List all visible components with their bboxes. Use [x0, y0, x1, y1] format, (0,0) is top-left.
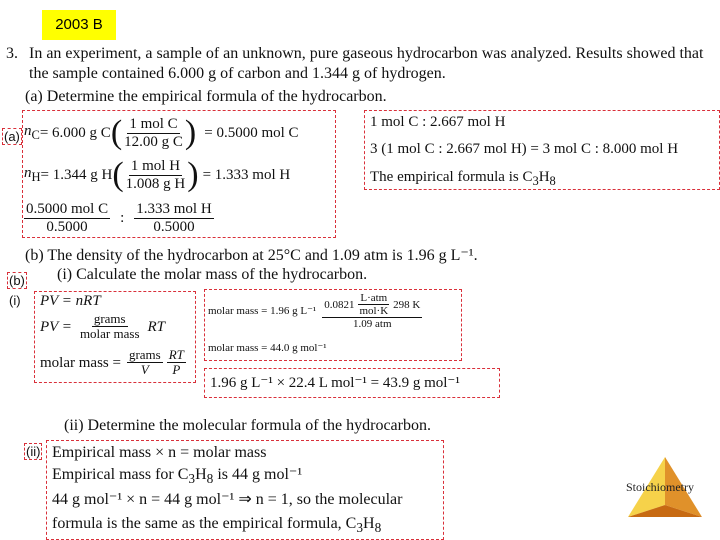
nc-symbol: n	[24, 123, 32, 139]
empirical-formula-line: The empirical formula is $C_3H_8$	[370, 169, 556, 188]
ratio-den-2: 0.5000	[153, 218, 195, 235]
ratio-den-1: 0.5000	[46, 218, 88, 235]
part-b-ii-prompt: (ii) Determine the molecular formula of the hydrocarbon.	[64, 417, 431, 434]
ratio-line-2: 3 (1 mol C : 2.667 mol H) = 3 mol C : 8.000 mol H	[370, 141, 679, 157]
molar-mass-calc: molar mass = 1.96 g L⁻¹ 0.0821 $\frac{\text{L·atm}}{\text{mol·K}}$ 298 K 1.09 atm	[208, 292, 421, 331]
nc-result: = 0.5000 mol C	[204, 125, 299, 141]
b-ii-line-1: Empirical mass × n = molar mass	[52, 444, 267, 461]
nh-symbol: n	[24, 165, 32, 181]
nh-frac-den: 1.008 g H	[125, 175, 186, 192]
stoichiometry-label: Stoichiometry	[626, 480, 694, 494]
molar-mass-formula: molar mass = $\frac{\text{grams}}{V}$ $\frac{RT}{P}$	[40, 347, 184, 378]
nh-mass: = 1.344 g H	[40, 167, 113, 183]
ideal-gas-substitution: PV = $\frac{\text{grams}}{\text{molar mass}}$ RT	[40, 311, 166, 342]
question-number: 3.	[6, 45, 18, 62]
question-line-1: In an experiment, a sample of an unknown, pure gaseous hydrocarbon was analyzed. Results showed that	[29, 45, 704, 62]
ratio-num-2: 1.333 mol H	[136, 201, 212, 217]
part-b-prompt: (b) The density of the hydrocarbon at 25°C and 1.09 atm is 1.96 g L⁻¹.	[25, 247, 478, 264]
year-badge: 2003 B	[42, 10, 116, 40]
answer-a-label: (a)	[4, 129, 20, 144]
question-line-2: the sample contained 6.000 g of carbon and 1.344 g of hydrogen.	[29, 65, 446, 82]
nc-frac-num: 1 mol C	[129, 116, 178, 132]
answer-b-i-label: (i)	[9, 293, 21, 308]
nc-frac-den: 12.00 g C	[124, 133, 183, 150]
carbon-moles-equation: $n_C$ = 6.000 g C ( $\frac{\text{1 mol C}}{\text{12.00 g C}}$ ) = 0.5000 mol C	[24, 114, 299, 151]
part-a-prompt: (a) Determine the empirical formula of the hydrocarbon.	[25, 88, 387, 105]
answer-b-ii-label: (ii)	[26, 444, 41, 459]
hydrogen-moles-equation: $n_H$ = 1.344 g H ( $\frac{\text{1 mol H}}{\text{1.008 g H}}$ ) = 1.333 mol H	[24, 156, 291, 193]
molar-volume-calc: 1.96 g L⁻¹ × 22.4 L mol⁻¹ = 43.9 g mol⁻¹	[210, 375, 460, 391]
ideal-gas-law: PV = nRT	[40, 293, 101, 309]
nh-subscript: H	[31, 170, 41, 184]
nc-subscript: C	[31, 128, 40, 142]
ratio-colon: :	[120, 210, 125, 226]
ratio-line-1: 1 mol C : 2.667 mol H	[370, 114, 506, 130]
b-ii-line-2: Empirical mass for $C_3H_8$ is 44 g mol⁻¹	[52, 466, 303, 487]
nh-frac-num: 1 mol H	[130, 158, 181, 174]
b-ii-line-4: formula is the same as the empirical formula, $C_3H_8$	[52, 515, 382, 536]
nc-mass: = 6.000 g C	[39, 125, 111, 141]
b-ii-line-3: 44 g mol⁻¹ × n = 44 g mol⁻¹ ⇒ n = 1, so the molecular	[52, 491, 403, 508]
molar-mass-result: molar mass = 44.0 g mol⁻¹	[208, 342, 327, 354]
mole-ratio-equation	[24, 201, 214, 235]
nh-result: = 1.333 mol H	[202, 167, 291, 183]
answer-b-label: (b)	[9, 273, 25, 288]
part-b-i-prompt: (i) Calculate the molar mass of the hydrocarbon.	[57, 266, 368, 283]
ratio-num-1: 0.5000 mol C	[26, 201, 109, 217]
